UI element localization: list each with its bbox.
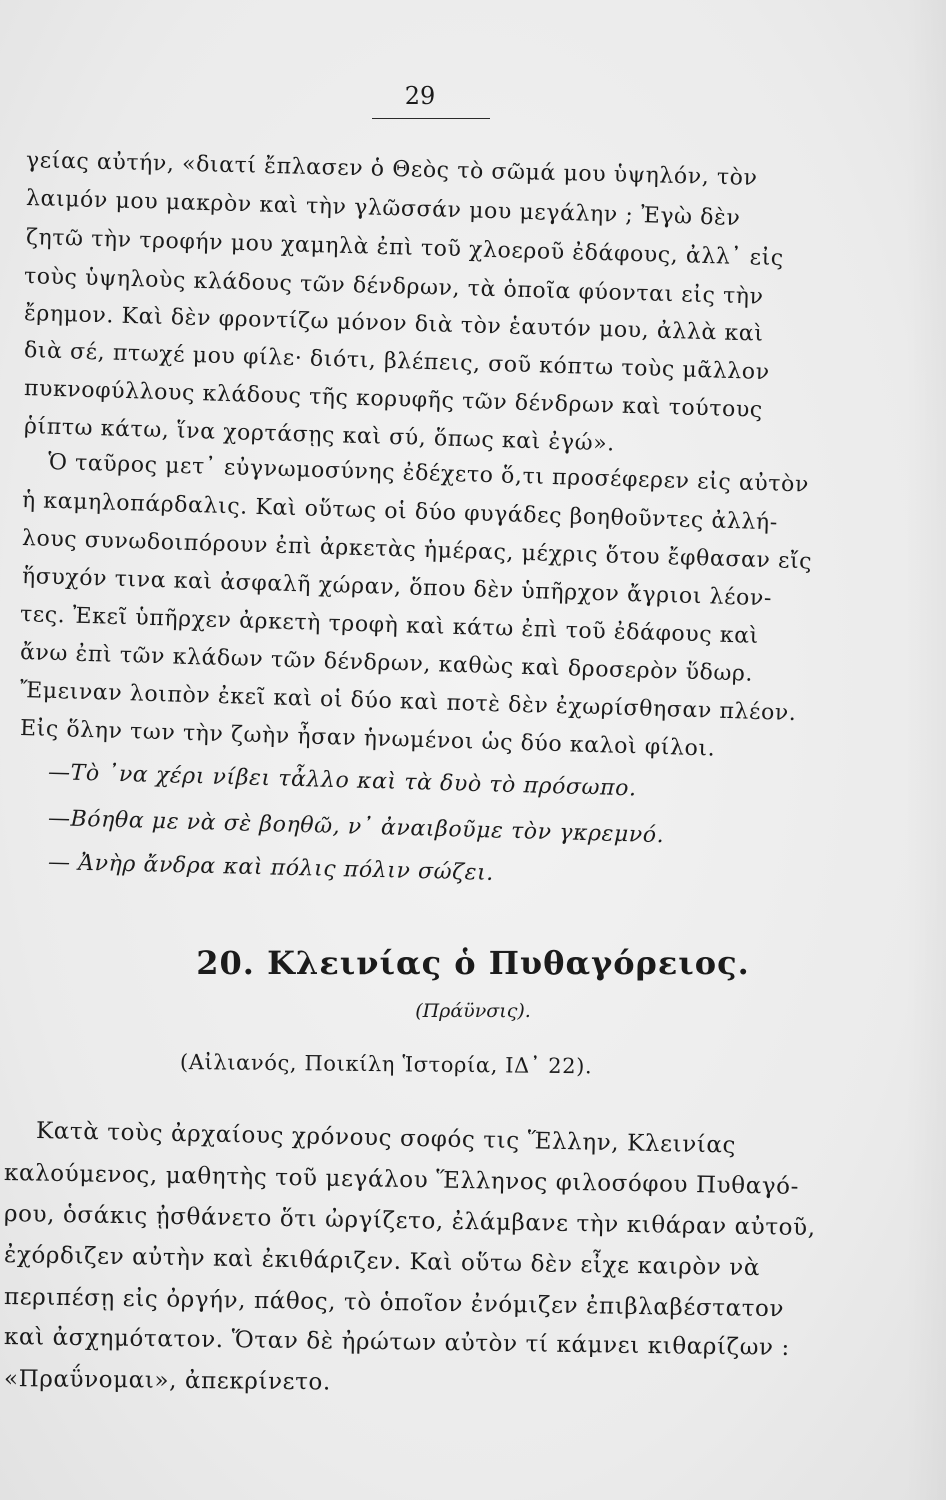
proverb-line: —Τὸ ᾽να χέρι νίβει τἆλλο καὶ τὰ δυὸ τὸ πρόσωπο. (47, 760, 637, 802)
paragraph-line: λαιμόν μου μακρὸν καὶ τὴν γλῶσσάν μου μεγάλην ; Ἐγὼ δὲν (25, 186, 741, 231)
page-number: 29 (404, 82, 436, 110)
section-line: «Πραΰνομαι», ἀπεκρίνετο. (3, 1366, 331, 1396)
paragraph-line: ῥίπτω κάτω, ἵνα χορτάσῃς καὶ σύ, ὅπως καὶ ἐγώ». (23, 414, 616, 457)
section-line: καλούμενος, μαθητὴς τοῦ μεγάλου Ἕλληνος φιλοσόφου Πυθαγό- (3, 1160, 800, 1200)
page-number-rule (372, 118, 490, 119)
section-source: (Αἰλιανός, Ποικίλη Ἱστορία, ΙΔ᾽ 22). (179, 1050, 593, 1079)
section-title: 20. Κλεινίας ὁ Πυθαγόρειος. (196, 944, 750, 982)
paragraph-line: Ἔμειναν λοιπὸν ἐκεῖ καὶ οἱ δύο καὶ ποτὲ δὲν ἐχωρίσθησαν πλέον. (19, 678, 797, 727)
paragraph-line: διὰ σέ, πτωχέ μου φίλε· διότι, βλέπεις, σοῦ κόπτω τοὺς μᾶλλον (23, 338, 771, 386)
paragraph-line: ἔρημον. Καὶ δὲν φροντίζω μόνον διὰ τὸν ἑαυτόν μου, ἀλλὰ καὶ (23, 301, 764, 347)
paragraph-line: ἡ καμηλοπάρδαλις. Καὶ οὕτως οἱ δύο φυγάδες βοηθοῦντες ἀλλή- (21, 488, 779, 536)
section-subtitle: (Πράϋνσις). (415, 1000, 531, 1022)
paragraph-line: λους συνωδοιπόρουν ἐπὶ ἀρκετὰς ἡμέρας, μέχρις ὅτου ἔφθασαν εἴς (21, 526, 813, 575)
paragraph-line: ζητῶ τὴν τροφήν μου χαμηλὰ ἐπὶ τοῦ χλοεροῦ ἐδάφους, ἀλλ᾽ εἰς (25, 225, 785, 272)
paragraph-line: Εἰς ὅλην των τὴν ζωὴν ἦσαν ἡνωμένοι ὡς δύο καλοὶ φίλοι. (19, 716, 716, 762)
paragraph-line: Ὁ ταῦρος μετ᾽ εὐγνωμοσύνης ἐδέχετο ὅ,τι προσέφερεν εἰς αὐτὸν (47, 450, 810, 498)
proverb-line: — Ἀνὴρ ἄνδρα καὶ πόλις πόλιν σώζει. (47, 850, 495, 886)
paragraph-line: ἥσυχόν τινα καὶ ἀσφαλῆ χώραν, ὅπου δὲν ὑπῆρχον ἄγριοι λέον- (21, 564, 773, 612)
proverb-line: —Βόηθα με νὰ σὲ βοηθῶ, ν᾽ ἀναιβοῦμε τὸν γκρεμνό. (47, 806, 665, 849)
page-edge-shadow (906, 0, 946, 1500)
section-line: ρου, ὁσάκις ᾐσθάνετο ὅτι ὠργίζετο, ἐλάμβανε τὴν κιθάραν αὐτοῦ, (3, 1201, 816, 1242)
section-line: περιπέσῃ εἰς ὀργήν, πάθος, τὸ ὁποῖον ἐνόμιζεν ἐπιβλαβέστατον (3, 1284, 785, 1323)
paragraph-line: τοὺς ὑψηλοὺς κλάδους τῶν δένδρων, τὰ ὁποῖα φύονται εἰς τὴν (23, 264, 764, 310)
paragraph-line: τες. Ἐκεῖ ὑπῆρχεν ἀρκετὴ τροφὴ καὶ κάτω ἐπὶ τοῦ ἐδάφους καὶ (19, 602, 760, 649)
paragraph-line: γείας αὐτήν, «διατί ἔπλασεν ὁ Θεὸς τὸ σῶμά μου ὑψηλόν, τὸν (25, 148, 758, 191)
paragraph-line: πυκνοφύλλους κλάδους τῆς κορυφῆς τῶν δένδρων καὶ τούτους (23, 376, 764, 423)
section-line: καὶ ἀσχημότατον. Ὅταν δὲ ἠρώτων αὐτὸν τί κάμνει κιθαρίζων : (3, 1324, 791, 1361)
paragraph-line: ἄνω ἐπὶ τῶν κλάδων τῶν δένδρων, καθὼς καὶ δροσερὸν ὕδωρ. (19, 640, 754, 687)
section-line: Κατὰ τοὺς ἀρχαίους χρόνους σοφός τις Ἕλλην, Κλεινίας (35, 1118, 737, 1159)
section-line: ἐχόρδιζεν αὐτὴν καὶ ἐκιθάριζεν. Καὶ οὕτω δὲν εἶχε καιρὸν νὰ (3, 1242, 761, 1282)
